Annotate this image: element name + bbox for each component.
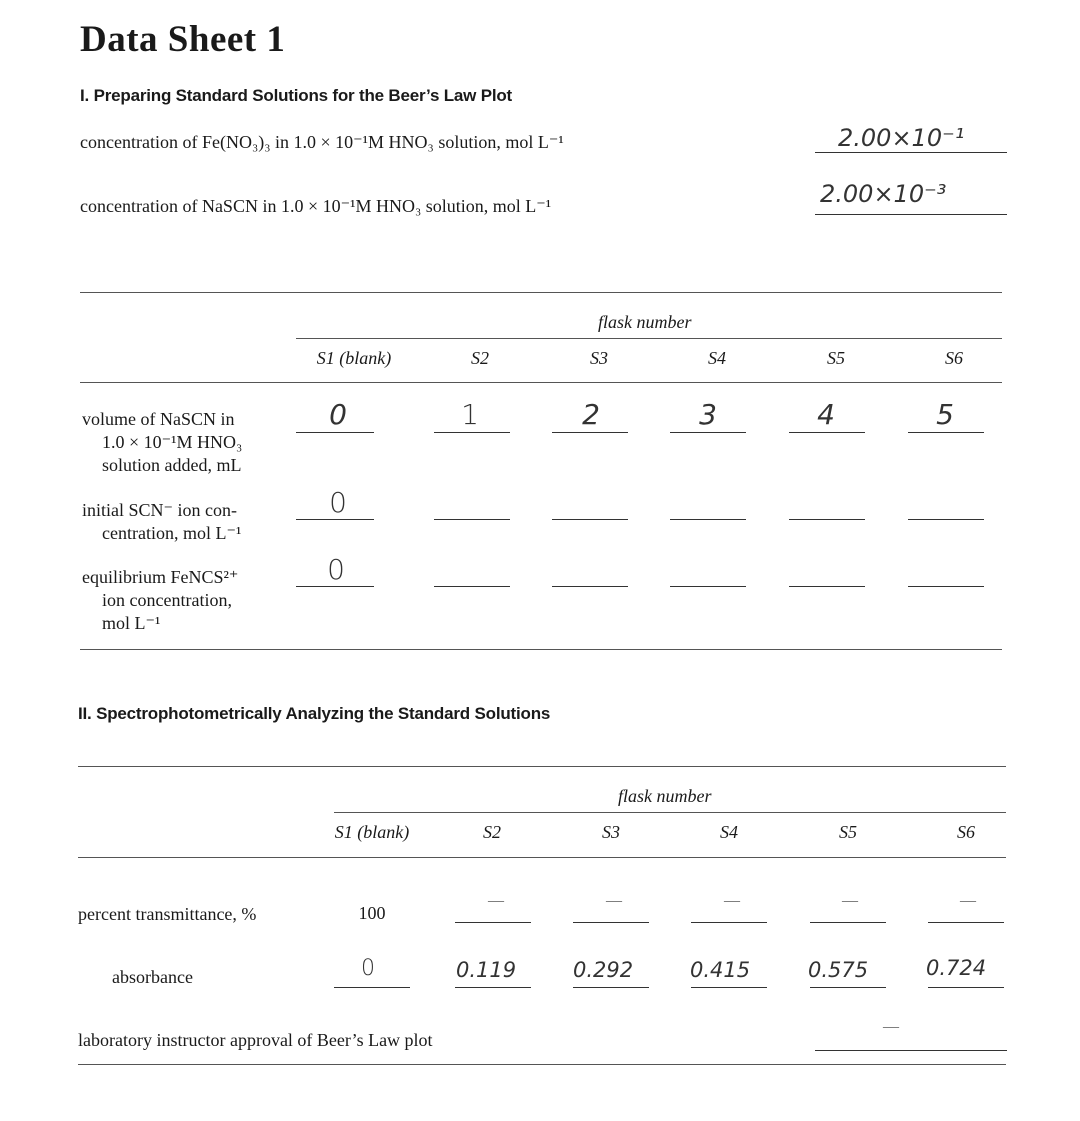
- section2-heading: II. Spectrophotometrically Analyzing the Standard Solutions: [78, 704, 551, 723]
- table1-top-rule: [80, 292, 1002, 293]
- approval-line: [815, 1050, 1007, 1051]
- transmittance-s5-line: [810, 922, 886, 923]
- table1-header-rule: [80, 382, 1002, 383]
- volume-s1: 0: [329, 398, 347, 431]
- transmittance-s4: —: [723, 890, 741, 911]
- table2-col-s4: S4: [720, 822, 738, 842]
- volume-s4: 3: [699, 398, 717, 431]
- absorbance-s1-line: [334, 987, 410, 988]
- nascn-value-line: [815, 214, 1007, 215]
- absorbance-label: absorbance: [112, 967, 193, 987]
- table1-col-s2: S2: [471, 348, 489, 368]
- table2-header-rule: [78, 857, 1006, 858]
- table2-col-s5: S5: [839, 822, 857, 842]
- equilibrium-s5-line: [789, 586, 865, 587]
- row-volume-label: volume of NaSCN in 1.0 × 10⁻¹M HNO₃ solution added, mL: [82, 409, 243, 475]
- transmittance-s6: —: [959, 890, 977, 911]
- table1-flask-rule: [296, 338, 1002, 339]
- page-title: Data Sheet 1: [80, 19, 286, 60]
- transmittance-s6-line: [928, 922, 1004, 923]
- volume-s3: 2: [582, 398, 600, 431]
- absorbance-s6: 0.724: [926, 956, 987, 980]
- nascn-concentration-label: concentration of NaSCN in 1.0 × 10⁻¹M HNO₃ solution, mol L⁻¹: [80, 196, 552, 216]
- table1-col-s3: S3: [590, 348, 608, 368]
- equilibrium-s2-line: [434, 586, 510, 587]
- table1-flask-header: flask number: [598, 312, 692, 332]
- transmittance-s4-line: [691, 922, 767, 923]
- table2-top-rule: [78, 766, 1006, 767]
- volume-s2-line: [434, 432, 510, 433]
- table1-col-s6: S6: [945, 348, 963, 368]
- section1-heading: I. Preparing Standard Solutions for the Beer’s Law Plot: [80, 86, 513, 105]
- volume-s6-line: [908, 432, 984, 433]
- table1-col-s5: S5: [827, 348, 845, 368]
- initial-scn-s1: 0: [329, 486, 347, 519]
- volume-s5-line: [789, 432, 865, 433]
- absorbance-s2: 0.119: [456, 958, 517, 982]
- fe-value-line: [815, 152, 1007, 153]
- volume-s6: 5: [936, 398, 954, 431]
- equilibrium-s6-line: [908, 586, 984, 587]
- absorbance-s5-line: [810, 987, 886, 988]
- table2-col-s3: S3: [602, 822, 620, 842]
- absorbance-s6-line: [928, 987, 1004, 988]
- initial-scn-s2-line: [434, 519, 510, 520]
- transmittance-label: percent transmittance, %: [78, 904, 257, 924]
- transmittance-s5: —: [841, 890, 859, 911]
- absorbance-s2-line: [455, 987, 531, 988]
- table2-col-s2: S2: [483, 822, 501, 842]
- fe-concentration-label: concentration of Fe(NO₃)₃ in 1.0 × 10⁻¹M HNO₃ solution, mol L⁻¹: [80, 132, 564, 152]
- row-equilibrium-label: equilibrium FeNCS²⁺ ion concentration, mol L⁻¹: [82, 567, 239, 633]
- absorbance-s4: 0.415: [690, 958, 751, 982]
- absorbance-s4-line: [691, 987, 767, 988]
- initial-scn-s1-line: [296, 519, 374, 520]
- transmittance-s1: 100: [358, 903, 386, 923]
- equilibrium-s3-line: [552, 586, 628, 587]
- absorbance-s3: 0.292: [573, 958, 634, 982]
- table2-col-s6: S6: [957, 822, 975, 842]
- volume-s2: 1: [461, 398, 479, 431]
- nascn-concentration-value: 2.00×10⁻³: [820, 180, 947, 208]
- absorbance-s1: 0: [361, 956, 375, 981]
- initial-scn-s5-line: [789, 519, 865, 520]
- volume-s5: 4: [817, 398, 835, 431]
- table2-col-s1: S1 (blank): [334, 822, 410, 842]
- transmittance-s2: —: [487, 890, 505, 911]
- equilibrium-s4-line: [670, 586, 746, 587]
- absorbance-s5: 0.575: [808, 958, 869, 982]
- initial-scn-s4-line: [670, 519, 746, 520]
- table1-bottom-rule: [80, 649, 1002, 650]
- table2-flask-header: flask number: [618, 786, 712, 806]
- table1-col-s4: S4: [708, 348, 726, 368]
- transmittance-s3-line: [573, 922, 649, 923]
- volume-s1-line: [296, 432, 374, 433]
- equilibrium-s1: 0: [327, 553, 345, 586]
- transmittance-s2-line: [455, 922, 531, 923]
- table2-flask-rule: [334, 812, 1006, 813]
- initial-scn-s6-line: [908, 519, 984, 520]
- volume-s3-line: [552, 432, 628, 433]
- absorbance-s3-line: [573, 987, 649, 988]
- approval-label: laboratory instructor approval of Beer’s Law plot: [78, 1030, 433, 1050]
- fe-concentration-value: 2.00×10⁻¹: [838, 124, 965, 152]
- initial-scn-s3-line: [552, 519, 628, 520]
- transmittance-s3: —: [605, 890, 623, 911]
- approval-value: —: [882, 1016, 900, 1037]
- volume-s4-line: [670, 432, 746, 433]
- row-initial-scn-label: initial SCN⁻ ion con- centration, mol L⁻¹: [82, 500, 242, 543]
- bottom-rule: [78, 1064, 1006, 1065]
- equilibrium-s1-line: [296, 586, 374, 587]
- table1-col-s1: S1 (blank): [316, 348, 392, 368]
